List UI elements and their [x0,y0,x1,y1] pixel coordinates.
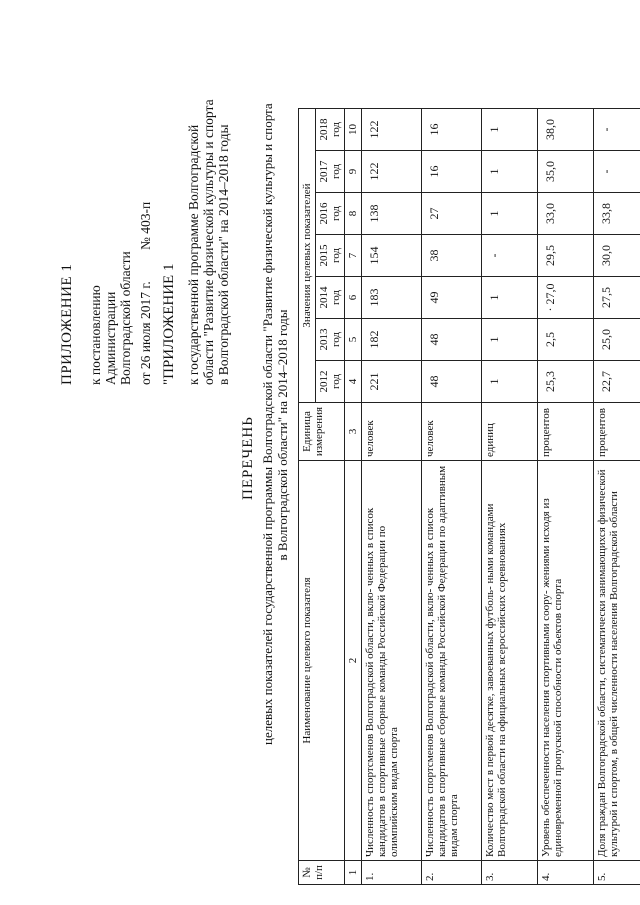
row-value: - [594,151,640,193]
header-year: 2012 год [316,361,345,403]
row-value: 1 [482,361,538,403]
row-value: - [482,235,538,277]
row-value: 221 [362,361,422,403]
row-value: 1 [482,277,538,319]
appendix2-title: "ПРИЛОЖЕНИЕ 1 [161,263,177,385]
colnum: 8 [345,193,362,235]
row-value: 1 [482,319,538,361]
row-value: 25,0 [594,319,640,361]
header-values: Значения целевых показателей [299,109,316,403]
row-value: 16 [422,151,482,193]
row-value: 27,5 [594,277,640,319]
colnum: 1 [345,861,362,885]
row-name: Численность спортсменов Волгоградской области, вклю- ченных в список кандидатов в спортивные сборные команды Российской Федерации по олимпийским видам спорта [362,461,422,861]
row-value: · 27,0 [538,277,594,319]
row-value: 30,0 [594,235,640,277]
table-row [594,109,640,885]
header-name: Наименование целевого показателя [299,461,345,861]
row-value: 48 [422,361,482,403]
colnum: 4 [345,361,362,403]
colnum: 7 [345,235,362,277]
row-unit: человек [362,403,422,461]
appendix-line2: Администрации [103,291,118,385]
header-year: 2014 год [316,277,345,319]
colnum: 3 [345,403,362,461]
colnum: 5 [345,319,362,361]
table-row [538,109,594,885]
row-value: 1 [482,151,538,193]
list-title: ПЕРЕЧЕНЬ [240,416,256,500]
row-value: 29,5 [538,235,594,277]
header-year: 2016 год [316,193,345,235]
row-unit: человек [422,403,482,461]
row-num: 2. [422,861,482,885]
row-unit: единиц [482,403,538,461]
row-value: 1 [482,193,538,235]
header-num: № п/п [299,861,345,885]
table-row [422,109,482,885]
row-num: 1. [362,861,422,885]
row-num: 3. [482,861,538,885]
table-row [482,109,538,885]
appendix-title: ПРИЛОЖЕНИЕ 1 [59,263,75,385]
row-value: 183 [362,277,422,319]
row-value: 35,0 [538,151,594,193]
row-num: 5. [594,861,640,885]
colnum: 10 [345,109,362,151]
row-name: Доля граждан Волгоградской области, систематически занимающихся физической культурой и спортом, в общей численности населения Волгоградской области [594,461,640,861]
header-year: 2013 год [316,319,345,361]
list-subtitle-2: в Волгоградской области" на 2014–2018 годы [275,309,290,561]
header-unit: Единица измерения [299,403,345,461]
table-colnum-row [345,109,362,885]
row-value: 38,0 [538,109,594,151]
row-value: 2,5 [538,319,594,361]
header-year: 2018 год [316,109,345,151]
row-value: 138 [362,193,422,235]
row-name: Численность спортсменов Волгоградской области, вклю- ченных в список кандидатов в спортивные сборные команды Российской Федерации по адаптивным видам спорта [422,461,482,861]
table-row [362,109,422,885]
appendix2-line2: области "Развитие физической культуры и спорта [201,99,216,385]
row-value: 25,3 [538,361,594,403]
row-value: 49 [422,277,482,319]
colnum: 6 [345,277,362,319]
row-value: 182 [362,319,422,361]
row-value: 33,8 [594,193,640,235]
colnum: 2 [345,461,362,861]
indicators-table [298,108,640,885]
row-value: 38 [422,235,482,277]
row-name: Уровень обеспеченности населения спортивными соору- жениями исходя из единовременной пропускной способности объектов спорта [538,461,594,861]
colnum: 9 [345,151,362,193]
row-num: 4. [538,861,594,885]
list-subtitle-1: целевых показателей государственной программы Волгоградской области "Развитие физической культуры и спорта [260,103,275,745]
header-year: 2015 год [316,235,345,277]
row-value: 33,0 [538,193,594,235]
row-value: 1 [482,109,538,151]
row-unit: процентов [594,403,640,461]
appendix-date: от 26 июля 2017 г. [138,281,153,385]
row-value: 22,7 [594,361,640,403]
row-value: 122 [362,109,422,151]
row-value: 154 [362,235,422,277]
appendix-number: № 403-п [138,201,153,250]
appendix-line3: Волгоградской области [118,251,133,385]
appendix2-line1: к государственной программе Волгоградской [186,124,201,385]
row-unit: процентов [538,403,594,461]
row-value: 27 [422,193,482,235]
row-value: 16 [422,109,482,151]
header-year: 2017 год [316,151,345,193]
row-value: - [594,109,640,151]
row-value: 48 [422,319,482,361]
appendix2-line3: в Волгоградской области" на 2014–2018 годы [216,124,231,385]
row-name: Количество мест в первой десятке, завоеванных футболь- ными командами Волгоградской области на официальных всероссийских соревнованиях [482,461,538,861]
row-value: 122 [362,151,422,193]
table-header-row [299,109,316,885]
appendix-line1: к постановлению [88,285,103,385]
